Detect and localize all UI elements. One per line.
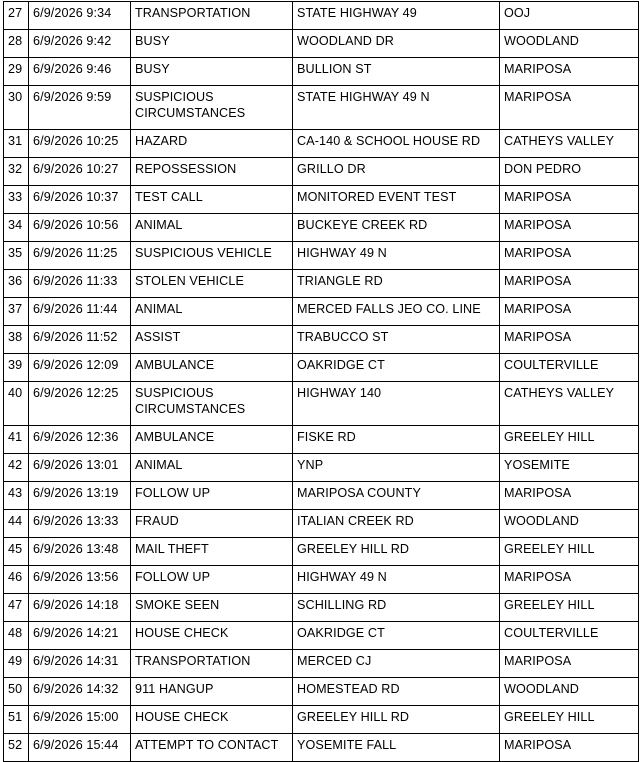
row-type: AMBULANCE	[131, 354, 293, 382]
table-row	[4, 326, 639, 354]
row-area: GREELEY HILL	[500, 426, 639, 454]
row-area: MARIPOSA	[500, 58, 639, 86]
row-datetime: 6/9/2026 14:18	[29, 594, 131, 622]
row-number: 45	[4, 538, 29, 566]
row-location: MERCED FALLS JEO CO. LINE	[293, 298, 500, 326]
row-type: SUSPICIOUS CIRCUMSTANCES	[131, 86, 293, 130]
table-row	[4, 130, 639, 158]
row-area: COULTERVILLE	[500, 622, 639, 650]
row-number: 48	[4, 622, 29, 650]
row-area: MARIPOSA	[500, 270, 639, 298]
row-area: MARIPOSA	[500, 734, 639, 762]
row-datetime: 6/9/2026 12:36	[29, 426, 131, 454]
row-datetime: 6/9/2026 13:19	[29, 482, 131, 510]
row-number: 40	[4, 382, 29, 426]
row-datetime: 6/9/2026 13:48	[29, 538, 131, 566]
row-type: ASSIST	[131, 326, 293, 354]
row-datetime: 6/9/2026 10:37	[29, 186, 131, 214]
incident-log-body	[4, 2, 639, 762]
row-number: 36	[4, 270, 29, 298]
row-location: HIGHWAY 49 N	[293, 242, 500, 270]
row-datetime: 6/9/2026 14:32	[29, 678, 131, 706]
row-datetime: 6/9/2026 9:59	[29, 86, 131, 130]
row-datetime: 6/9/2026 11:33	[29, 270, 131, 298]
table-row	[4, 566, 639, 594]
row-datetime: 6/9/2026 10:27	[29, 158, 131, 186]
row-area: CATHEYS VALLEY	[500, 382, 639, 426]
row-datetime: 6/9/2026 12:25	[29, 382, 131, 426]
table-row	[4, 678, 639, 706]
row-type: ANIMAL	[131, 454, 293, 482]
row-number: 33	[4, 186, 29, 214]
row-number: 28	[4, 30, 29, 58]
row-datetime: 6/9/2026 10:56	[29, 214, 131, 242]
row-area: WOODLAND	[500, 678, 639, 706]
row-number: 43	[4, 482, 29, 510]
table-row	[4, 734, 639, 762]
row-location: GRILLO DR	[293, 158, 500, 186]
row-location: WOODLAND DR	[293, 30, 500, 58]
row-type: REPOSSESSION	[131, 158, 293, 186]
table-row	[4, 650, 639, 678]
row-area: GREELEY HILL	[500, 594, 639, 622]
row-number: 52	[4, 734, 29, 762]
row-number: 29	[4, 58, 29, 86]
row-datetime: 6/9/2026 11:44	[29, 298, 131, 326]
row-number: 30	[4, 86, 29, 130]
row-area: MARIPOSA	[500, 186, 639, 214]
row-datetime: 6/9/2026 9:34	[29, 2, 131, 30]
row-datetime: 6/9/2026 11:25	[29, 242, 131, 270]
row-number: 41	[4, 426, 29, 454]
row-datetime: 6/9/2026 12:09	[29, 354, 131, 382]
table-row	[4, 538, 639, 566]
row-location: SCHILLING RD	[293, 594, 500, 622]
row-area: MARIPOSA	[500, 482, 639, 510]
row-area: MARIPOSA	[500, 86, 639, 130]
row-datetime: 6/9/2026 15:00	[29, 706, 131, 734]
row-number: 42	[4, 454, 29, 482]
row-area: WOODLAND	[500, 510, 639, 538]
row-type: BUSY	[131, 58, 293, 86]
table-row	[4, 270, 639, 298]
row-number: 44	[4, 510, 29, 538]
row-number: 50	[4, 678, 29, 706]
row-area: COULTERVILLE	[500, 354, 639, 382]
table-row	[4, 2, 639, 30]
row-type: BUSY	[131, 30, 293, 58]
row-type: ATTEMPT TO CONTACT	[131, 734, 293, 762]
table-row	[4, 354, 639, 382]
row-location: MARIPOSA COUNTY	[293, 482, 500, 510]
row-number: 46	[4, 566, 29, 594]
row-type: FOLLOW UP	[131, 566, 293, 594]
row-type: TRANSPORTATION	[131, 650, 293, 678]
row-area: MARIPOSA	[500, 650, 639, 678]
row-location: BUCKEYE CREEK RD	[293, 214, 500, 242]
row-location: GREELEY HILL RD	[293, 706, 500, 734]
table-row	[4, 58, 639, 86]
table-row	[4, 30, 639, 58]
table-row	[4, 86, 639, 130]
row-datetime: 6/9/2026 9:46	[29, 58, 131, 86]
row-location: STATE HIGHWAY 49	[293, 2, 500, 30]
row-location: HOMESTEAD RD	[293, 678, 500, 706]
row-area: GREELEY HILL	[500, 706, 639, 734]
row-datetime: 6/9/2026 15:44	[29, 734, 131, 762]
row-type: TEST CALL	[131, 186, 293, 214]
row-area: WOODLAND	[500, 30, 639, 58]
row-area: OOJ	[500, 2, 639, 30]
table-row	[4, 214, 639, 242]
row-type: AMBULANCE	[131, 426, 293, 454]
table-row	[4, 594, 639, 622]
table-row	[4, 382, 639, 426]
row-number: 51	[4, 706, 29, 734]
row-datetime: 6/9/2026 10:25	[29, 130, 131, 158]
row-location: CA-140 & SCHOOL HOUSE RD	[293, 130, 500, 158]
row-datetime: 6/9/2026 14:21	[29, 622, 131, 650]
row-location: ITALIAN CREEK RD	[293, 510, 500, 538]
row-datetime: 6/9/2026 13:01	[29, 454, 131, 482]
row-number: 49	[4, 650, 29, 678]
row-datetime: 6/9/2026 13:56	[29, 566, 131, 594]
row-datetime: 6/9/2026 13:33	[29, 510, 131, 538]
row-number: 27	[4, 2, 29, 30]
row-area: MARIPOSA	[500, 242, 639, 270]
row-type: HOUSE CHECK	[131, 622, 293, 650]
table-row	[4, 482, 639, 510]
table-row	[4, 426, 639, 454]
row-number: 31	[4, 130, 29, 158]
row-location: YOSEMITE FALL	[293, 734, 500, 762]
row-type: STOLEN VEHICLE	[131, 270, 293, 298]
row-location: GREELEY HILL RD	[293, 538, 500, 566]
row-type: TRANSPORTATION	[131, 2, 293, 30]
row-area: MARIPOSA	[500, 214, 639, 242]
row-location: TRABUCCO ST	[293, 326, 500, 354]
row-number: 39	[4, 354, 29, 382]
row-number: 34	[4, 214, 29, 242]
row-area: GREELEY HILL	[500, 538, 639, 566]
row-number: 37	[4, 298, 29, 326]
row-type: SUSPICIOUS VEHICLE	[131, 242, 293, 270]
row-type: MAIL THEFT	[131, 538, 293, 566]
row-type: SUSPICIOUS CIRCUMSTANCES	[131, 382, 293, 426]
row-type: ANIMAL	[131, 214, 293, 242]
row-area: MARIPOSA	[500, 298, 639, 326]
row-area: MARIPOSA	[500, 566, 639, 594]
row-location: HIGHWAY 49 N	[293, 566, 500, 594]
row-location: YNP	[293, 454, 500, 482]
row-number: 38	[4, 326, 29, 354]
table-row	[4, 158, 639, 186]
row-area: CATHEYS VALLEY	[500, 130, 639, 158]
row-type: HOUSE CHECK	[131, 706, 293, 734]
row-location: MERCED CJ	[293, 650, 500, 678]
table-row	[4, 706, 639, 734]
row-location: FISKE RD	[293, 426, 500, 454]
row-location: OAKRIDGE CT	[293, 622, 500, 650]
row-number: 47	[4, 594, 29, 622]
table-row	[4, 622, 639, 650]
row-datetime: 6/9/2026 14:31	[29, 650, 131, 678]
row-type: FRAUD	[131, 510, 293, 538]
table-row	[4, 510, 639, 538]
row-type: ANIMAL	[131, 298, 293, 326]
row-number: 35	[4, 242, 29, 270]
row-location: MONITORED EVENT TEST	[293, 186, 500, 214]
incident-log-table	[3, 1, 639, 762]
row-location: TRIANGLE RD	[293, 270, 500, 298]
table-row	[4, 242, 639, 270]
table-row	[4, 454, 639, 482]
row-number: 32	[4, 158, 29, 186]
row-type: 911 HANGUP	[131, 678, 293, 706]
row-datetime: 6/9/2026 9:42	[29, 30, 131, 58]
row-area: DON PEDRO	[500, 158, 639, 186]
row-location: HIGHWAY 140	[293, 382, 500, 426]
row-location: OAKRIDGE CT	[293, 354, 500, 382]
table-row	[4, 298, 639, 326]
row-datetime: 6/9/2026 11:52	[29, 326, 131, 354]
row-type: HAZARD	[131, 130, 293, 158]
row-location: STATE HIGHWAY 49 N	[293, 86, 500, 130]
row-type: FOLLOW UP	[131, 482, 293, 510]
row-location: BULLION ST	[293, 58, 500, 86]
row-area: MARIPOSA	[500, 326, 639, 354]
row-type: SMOKE SEEN	[131, 594, 293, 622]
table-row	[4, 186, 639, 214]
row-area: YOSEMITE	[500, 454, 639, 482]
